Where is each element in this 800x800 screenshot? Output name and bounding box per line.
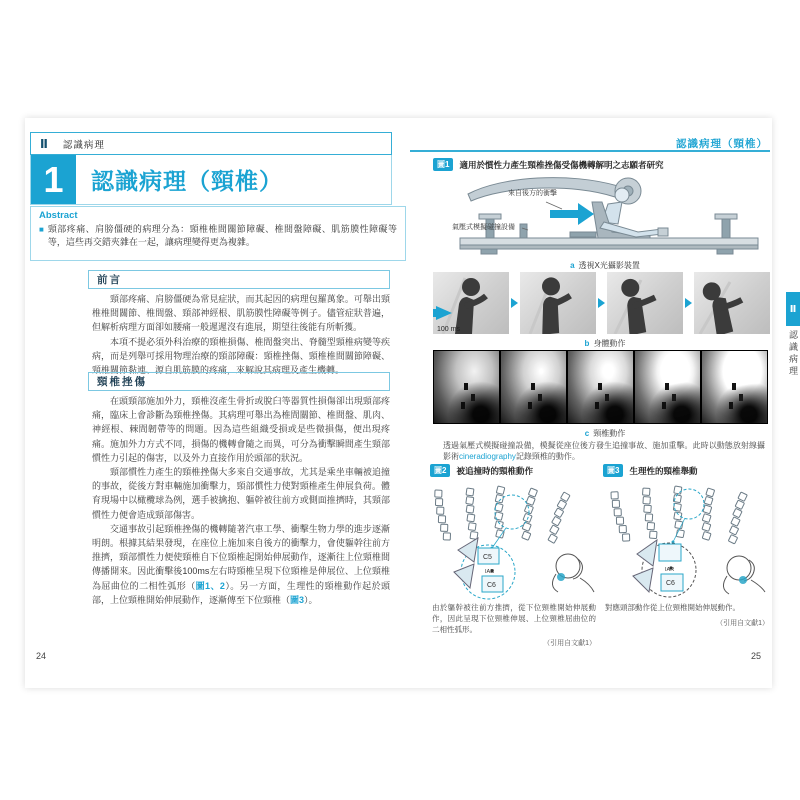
figure2-note: 由於軀幹被往前方推擠，從下位頸椎開始伸展動作，因此呈現下位頸椎伸展、上位頸椎屈曲位的二相性弧形。 — [432, 603, 596, 634]
subfig-letter-a: a — [570, 261, 575, 270]
pneumatic-device-label: 氣壓式模擬碰撞設備 — [452, 224, 515, 231]
body-motion-photo-4 — [694, 272, 770, 334]
xray-frame-1 — [434, 351, 499, 423]
subfig-letter-c: c — [584, 429, 590, 438]
section-heading-intro — [88, 270, 390, 289]
figure2-source: （引用自文獻1） — [543, 640, 596, 647]
figure3-drawing — [603, 478, 771, 605]
paragraph: 頸部疼痛、肩膀僵硬為常見症狀，而其起因的病理包羅萬象。可舉出頸椎椎間關節、椎間盤、頸部神經根、肌筋膜性障礙等例子。儘管症狀普遍，但解析病理方面卻如腰痛一般遲遲沒有進展，期望往後能有所斬獲。 — [92, 294, 390, 333]
figure1b-subcaption — [495, 338, 715, 349]
figure-reference: 圖1、2 — [195, 580, 225, 591]
xray-frame-2 — [501, 351, 566, 423]
figure1c-xray-strip — [433, 350, 768, 424]
right-page-running-head: 認識病理（頸椎） — [676, 138, 768, 150]
figure2-label-chip: 圖2 — [430, 464, 450, 477]
abstract-box — [30, 206, 406, 261]
figure2-caption-row — [430, 464, 598, 477]
section-heading-sprain — [88, 372, 390, 391]
note-segment: 記錄頸椎的動作。 — [515, 452, 580, 461]
paragraph-segment: 交通事故引起頸椎挫傷的機轉隨著汽車工學、衝擊生物力學的進步逐漸明朗。根據其結果發現，在座位上施加來自後方的衝擊力，會使軀幹往前方推擠，頸部慣性力便使頸椎自下位頸椎起開始伸展動作，逐漸往上位頸椎間傳播開來。因此衝擊後100ms左右時頸椎呈現下位頸椎是伸展位、上位頸椎為屈曲位的二相性弧形（ — [92, 523, 390, 591]
figure3-label-chip: 圖3 — [603, 464, 623, 477]
annotation-c6: C6 — [487, 582, 496, 589]
left-page-part-header — [30, 132, 392, 155]
body-motion-photo-1 — [433, 272, 509, 334]
time-label: 100 ms — [437, 326, 460, 333]
keyword-cineradiography: cineradiography — [459, 452, 516, 461]
sprain-body-text — [92, 394, 390, 607]
subfig-a-text: 透視X光攝影裝置 — [578, 261, 640, 270]
figure2-caption: 被追撞時的頸椎動作 — [456, 465, 533, 476]
figure-reference: 圖3 — [290, 594, 305, 605]
annotation-c5: C5 — [483, 554, 492, 561]
sled-device-drawing — [450, 172, 770, 260]
annotation-c6: C6 — [666, 580, 675, 587]
figure1-label-chip: 圖1 — [433, 158, 453, 171]
note-segment: 透過氣壓式模擬碰撞設備，模擬從座位後方發生追撞事故、施加重擊。此時以動態放射線攝影術 — [443, 441, 765, 461]
figure1-note — [443, 440, 765, 462]
figure3-note: 對應頭部動作從上位頸椎開始伸展動作。 — [605, 603, 740, 612]
paragraph-segment: ）。 — [304, 594, 318, 605]
annotation-iar: IAR — [485, 569, 495, 575]
bullet-square-icon: ■ — [39, 225, 44, 234]
paragraph: 本項不提必須外科治療的頸椎損傷、椎間盤突出、脊髓型頸椎病變等疾病，而是列舉可採用物理治療的頸部障礙：頸椎挫傷、頸椎椎間關節障礙、頸椎關節黏連、源自肌筋膜的疼痛，來解說其病理及產生機轉。 — [92, 336, 390, 376]
paragraph-segment: ）。另一方面，生理性的頸椎動作起於頭部，上位頸椎開始伸展動作，逐漸傳至下位頸椎（ — [92, 580, 390, 605]
paragraph: 在頭頸部施加外力，頸椎沒產生骨折或脫臼等器質性損傷卻出現頸部疼痛，臨床上會診斷為頸椎挫傷。其病理可舉出為椎間關節、椎間盤、肌肉、神經根、棘間韌帶等的問題。因為這些組織受損或是些微損傷，便出現疼痛。施加外力方式不同，損傷的機轉會隨之而異，可分為衝擊瞬間產生頸部慣性力引起的傷害，以及外力直接作用於頭部的狀況。 — [92, 396, 390, 463]
chapter-title: 認識病理（頸椎） — [91, 168, 283, 194]
figure3-source: （引用自文獻1） — [716, 620, 769, 627]
figure1a-subcaption — [495, 260, 715, 271]
part-number: Ⅱ — [40, 136, 48, 151]
side-tab-part-badge: Ⅱ — [786, 292, 800, 326]
chapter-title-block — [30, 155, 392, 205]
figure1b-photo-strip — [433, 272, 768, 334]
abstract-label: Abstract — [39, 210, 78, 221]
abstract-text: 頸部疼痛、肩膀僵硬的病理分為：頸椎椎間關節障礙、椎間盤障礙、肌筋膜性障礙等等，這些再交錯夾雜在一起，讓病理變得更為複雜。 — [47, 224, 397, 247]
page-number-left: 24 — [36, 651, 47, 661]
book-spread — [25, 118, 798, 688]
side-tab-part-title: 認識病理 — [788, 330, 798, 378]
sequence-arrow-icon — [598, 298, 605, 308]
page-number-right: 25 — [751, 651, 762, 661]
figure3-caption-row — [603, 464, 771, 477]
chapter-number-badge: 1 — [31, 155, 76, 204]
figure1a-sled-illustration — [450, 172, 770, 260]
subfig-c-text: 頸椎動作 — [593, 429, 626, 438]
body-motion-photo-2 — [520, 272, 596, 334]
rear-impact-spine-drawing — [430, 478, 598, 600]
section-title: 頸椎挫傷 — [97, 376, 147, 388]
xray-frame-3 — [568, 351, 633, 423]
figure1-caption-row — [433, 158, 768, 171]
subfig-b-text: 身體動作 — [593, 339, 626, 348]
header-rule — [410, 150, 770, 152]
subfig-letter-b: b — [584, 339, 590, 348]
sequence-arrow-icon — [685, 298, 692, 308]
intro-body-text — [92, 292, 390, 377]
figure3-caption: 生理性的頸椎舉動 — [629, 465, 698, 476]
physiological-spine-drawing — [603, 478, 771, 600]
figure1-caption: 適用於慣性力產生頸椎挫傷受傷機轉解明之志願者研究 — [459, 159, 664, 170]
sequence-arrow-icon — [511, 298, 518, 308]
figure1c-subcaption — [495, 428, 715, 439]
paragraph: 頸部慣性力產生的頸椎挫傷大多來自交通事故，尤其是乘坐車輛被追撞的事故，從後方對車輛施加衝擊力，頸部慣性力使對頸椎產生伸展負荷。體育現場中以橄欖球為例，選手被擒抱、軀幹被往前方或側面推擠時，其頸部慣性力便會造成頸部傷害。 — [92, 467, 390, 520]
part-title: 認識病理 — [62, 139, 105, 151]
figure2-drawing — [430, 478, 598, 605]
impact-from-rear-label: 來自後方的衝擊 — [508, 190, 557, 197]
impact-arrow-icon — [436, 306, 452, 320]
annotation-iar: IAR — [665, 567, 675, 573]
xray-frame-5 — [702, 351, 767, 423]
xray-frame-4 — [635, 351, 700, 423]
section-title: 前言 — [97, 274, 122, 286]
paragraph — [92, 522, 390, 607]
body-motion-photo-3 — [607, 272, 683, 334]
